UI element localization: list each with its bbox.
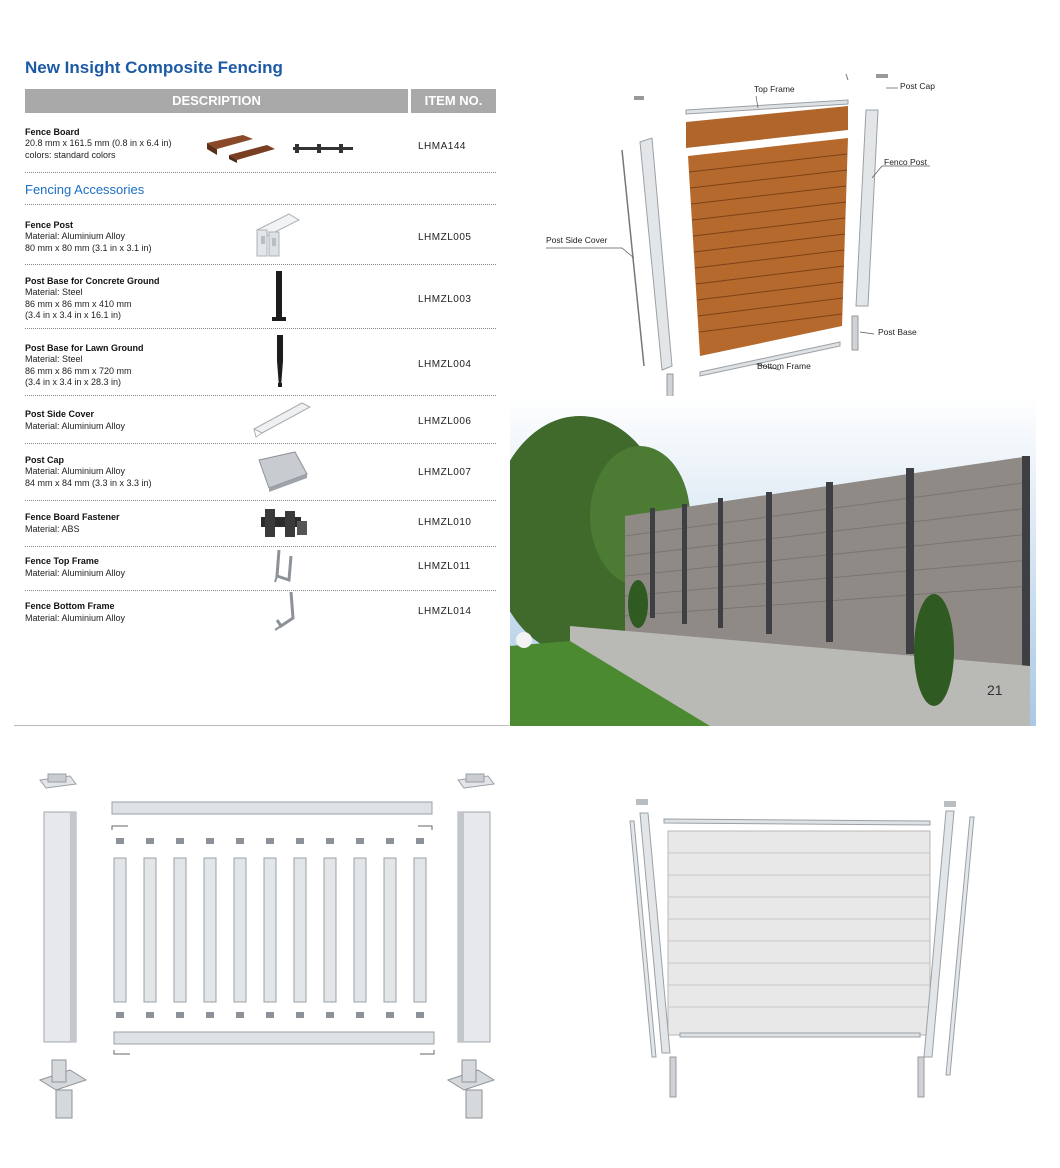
description-column-header: DESCRIPTION [25,89,408,113]
product-name: Fence Post [25,220,74,230]
post-base-lawn-image [272,333,288,393]
page-title: New Insight Composite Fencing [25,58,283,77]
table-row [25,328,496,396]
item-number: LHMZL004 [418,359,472,370]
item-number: LHMZL011 [418,561,471,572]
label-post-cap: Post Cap [900,81,935,91]
label-bottom-frame: Bottom Frame [757,361,811,371]
table-row [25,264,496,329]
item-number: LHMZL010 [418,517,472,528]
product-description: Material: Aluminium Alloy [25,421,126,431]
label-top-frame: Top Frame [754,84,795,94]
table-row [25,120,496,173]
item-number: LHMA144 [418,141,466,152]
bottom-frame-image [269,590,301,632]
fence-board-image [205,129,355,163]
product-name: Fence Board Fastener [25,512,120,522]
product-description: Material: ABS [25,524,80,534]
picket-fence-exploded-diagram [30,770,510,1130]
product-name: Post Cap [25,455,65,465]
accessories-heading: Fencing Accessories [25,182,145,197]
post-side-cover-image [250,399,312,441]
item-number: LHMZL014 [418,606,472,617]
item-number: LHMZL005 [418,232,472,243]
table-row [25,395,496,444]
product-name: Fence Board [25,127,80,137]
table-row [25,546,496,591]
product-description: Material: Aluminium Alloy 80 mm x 80 mm (3.1 in x 3.1 in) [25,231,152,253]
product-name: Fence Bottom Frame [25,601,115,611]
product-name: Post Base for Lawn Ground [25,343,144,353]
product-description: Material: Aluminium Alloy [25,568,126,578]
product-description: Material: Steel 86 mm x 86 mm x 720 mm (3.4 in x 3.4 in x 28.3 in) [25,354,132,387]
product-description: 20.8 mm x 161.5 mm (0.8 in x 6.4 in) colors: standard colors [25,138,172,160]
label-fence-post: Fenco Post [884,157,927,167]
post-base-concrete-image [269,269,289,325]
label-post-side-cover: Post Side Cover [546,235,608,245]
item-number: LHMZL003 [418,294,472,305]
page-number: 21 [987,682,1003,698]
item-number: LHMZL007 [418,467,472,478]
product-name: Post Base for Concrete Ground [25,276,160,286]
table-row [25,500,496,547]
table-row [25,590,496,634]
section-divider [14,725,509,726]
label-post-base: Post Base [878,327,917,337]
top-frame-image [269,546,301,588]
product-name: Fence Top Frame [25,556,99,566]
fastener-image [255,503,311,543]
product-name: Post Side Cover [25,409,95,419]
table-row [25,205,496,265]
item-number: LHMZL006 [418,416,472,427]
product-description: Material: Aluminium Alloy 84 mm x 84 mm (3.3 in x 3.3 in) [25,466,152,488]
post-cap-image [253,448,311,494]
product-description: Material: Aluminium Alloy [25,613,126,623]
fence-post-image [253,210,301,260]
garden-fence-photo [510,396,1036,726]
table-row [25,443,496,501]
product-description: Material: Steel 86 mm x 86 mm x 410 mm (3.4 in x 3.4 in x 16.1 in) [25,287,132,320]
item-no-column-header: ITEM NO. [411,89,496,113]
grey-fence-exploded-diagram [620,795,985,1115]
